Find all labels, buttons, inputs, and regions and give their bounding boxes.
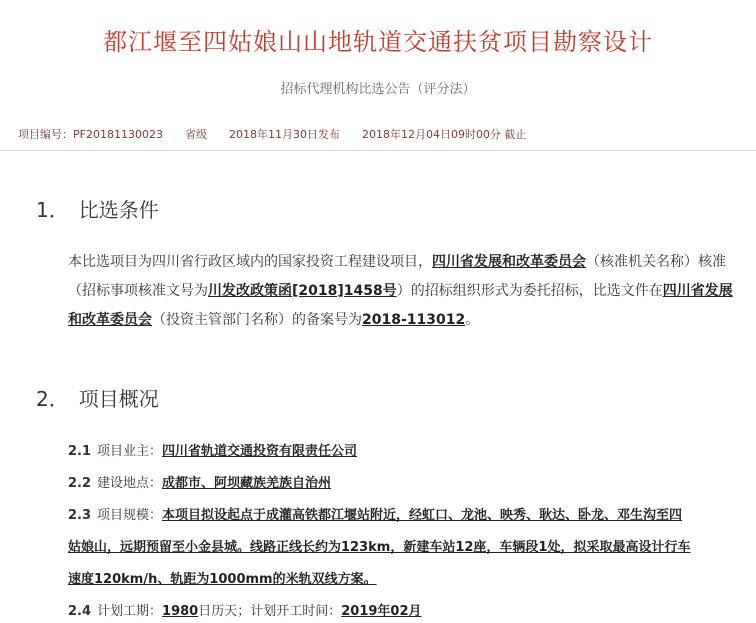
deadline-date: 2018年12月04日09时00分 截止 — [361, 128, 527, 141]
item-number: 2.3 — [68, 508, 92, 523]
page-subtitle: 招标代理机构比选公告（评分法） — [280, 82, 476, 97]
list-item-scale-cont — [68, 536, 690, 555]
item-number: 2.1 — [68, 444, 92, 459]
item-number: 2.4 — [68, 604, 92, 619]
text-run: （核准机关名称）核准 — [586, 254, 726, 270]
section-number: 2． — [36, 387, 69, 411]
paragraph-line — [68, 277, 748, 306]
list-item-schedule — [68, 600, 422, 619]
section-number: 1． — [36, 198, 69, 222]
section-title: 比选条件 — [78, 198, 159, 222]
item-label: 项目业主： — [97, 444, 163, 459]
item-number: 2.2 — [68, 476, 92, 491]
text-run: ）的招标组织形式为委托招标，比选文件在 — [396, 283, 663, 299]
section-heading-1 — [36, 194, 159, 223]
item-value: 速度120km/h、轨距为1000mm的米轨双线方案。 — [68, 572, 377, 587]
paragraph-line — [68, 248, 748, 277]
item-label: 日历天；计划开工时间： — [198, 604, 342, 619]
section1-paragraph — [68, 248, 748, 335]
project-level: 省级 — [184, 128, 207, 141]
paragraph-line — [68, 306, 748, 335]
item-value: 姑娘山，远期预留至小金县城。线路正线长约为123km，新建车站12座，车辆段1处，拟采取最高设计行车 — [68, 540, 691, 555]
investment-authority: 四川省发展 — [662, 283, 733, 299]
text-run: 。 — [465, 312, 480, 328]
divider — [0, 150, 756, 151]
meta-bar — [18, 126, 548, 144]
item-label: 计划工期： — [97, 604, 163, 619]
section-title: 项目概况 — [78, 387, 159, 411]
item-value: 四川省轨道交通投资有限责任公司 — [162, 444, 358, 459]
list-item-scale-cont — [68, 568, 377, 587]
record-number: 2018-113012 — [362, 312, 466, 328]
item-value: 2019年02月 — [341, 604, 422, 619]
approval-document-number: 川发改政策函[2018]1458号 — [208, 283, 397, 299]
publish-date: 2018年11月30日发布 — [228, 128, 340, 141]
item-value: 本项目拟设起点于成灌高铁都江堰站附近，经虹口、龙池、映秀、耿达、卧龙、邓生沟至四 — [162, 508, 683, 523]
item-value: 1980 — [162, 604, 199, 619]
text-run: 本比选项目为四川省行政区域内的国家投资工程建设项目， — [68, 254, 432, 270]
investment-authority-cont: 和改革委员会 — [68, 312, 152, 328]
item-label: 建设地点： — [97, 476, 163, 491]
list-item-scale — [68, 504, 682, 523]
list-item-location — [68, 472, 331, 491]
text-run: （招标事项核准文号为 — [68, 283, 208, 299]
page-title: 都江堰至四姑娘山山地轨道交通扶贫项目勘察设计 — [103, 28, 653, 56]
item-value: 成都市、阿坝藏族羌族自治州 — [162, 476, 332, 491]
text-run: （投资主管部门名称）的备案号为 — [152, 312, 362, 328]
list-item-owner — [68, 440, 357, 459]
project-number: 项目编号：PF20181130023 — [18, 128, 163, 141]
section-heading-2 — [36, 383, 159, 412]
approval-authority: 四川省发展和改革委员会 — [432, 254, 586, 270]
item-label: 项目规模： — [97, 508, 163, 523]
